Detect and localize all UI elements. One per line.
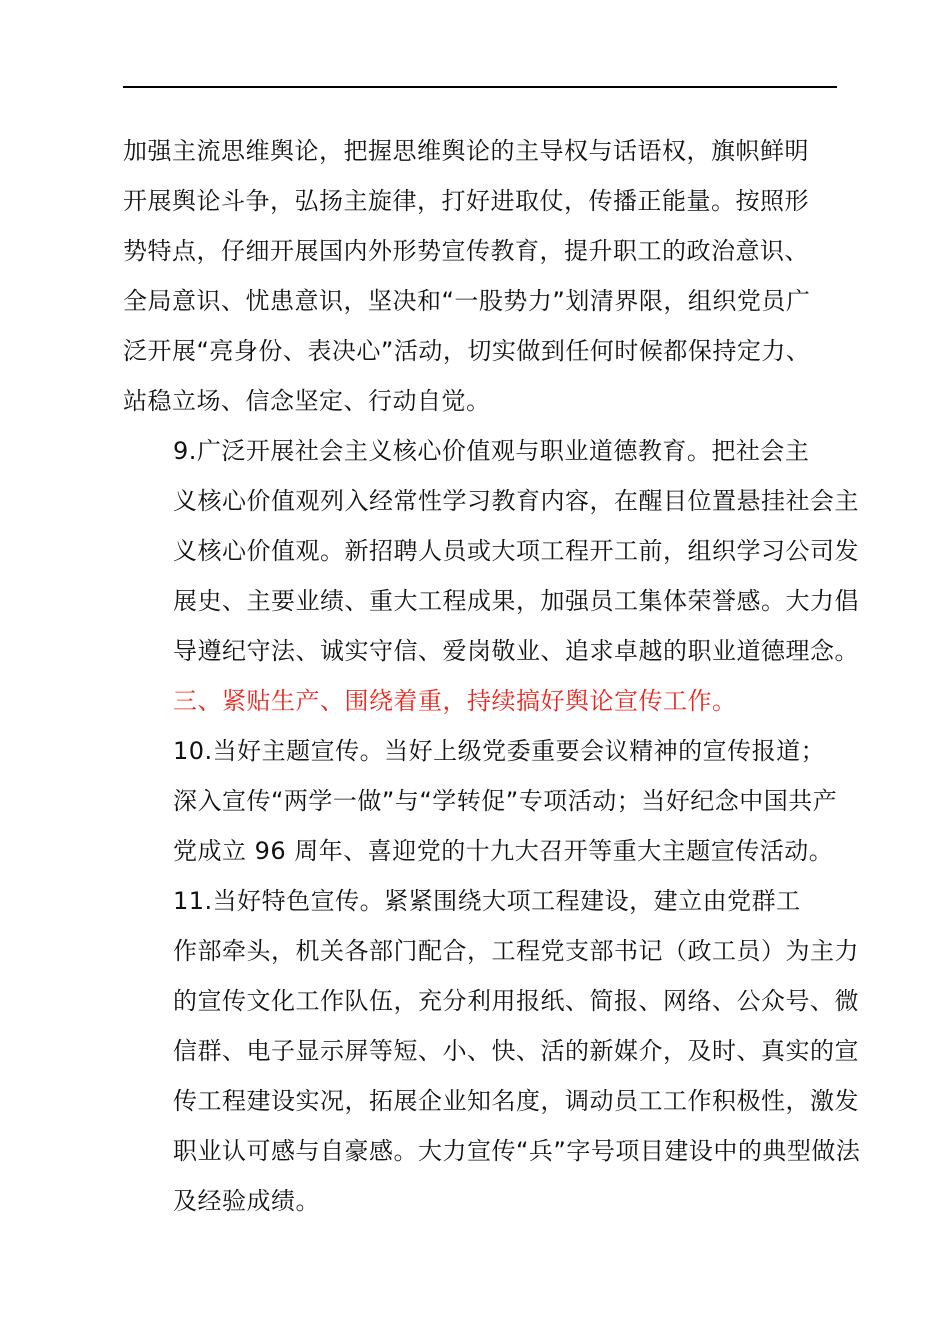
text-line: 义核心价值观列入经常性学习教育内容，在醒目位置悬挂社会主 [173, 487, 859, 515]
heading-line: 三、紧贴生产、围绕着重，持续搞好舆论宣传工作。 [173, 687, 737, 715]
section-heading-3 [123, 676, 837, 726]
text-line: 加强主流思维舆论，把握思维舆论的主导权与话语权，旗帜鲜明 [123, 137, 809, 165]
text-line: 站稳立场、信念坚定、行动自觉。 [123, 387, 491, 415]
text-line: 10.当好主题宣传。当好上级党委重要会议精神的宣传报道； [173, 737, 826, 765]
paragraph-item-9 [123, 426, 859, 676]
text-line: 信群、电子显示屏等短、小、快、活的新媒介，及时、真实的宣 [173, 1037, 859, 1065]
text-line: 传工程建设实况，拓展企业知名度，调动员工工作积极性，激发 [173, 1087, 859, 1115]
document-body [123, 126, 861, 1226]
text-line: 展史、主要业绩、重大工程成果，加强员工集体荣誉感。大力倡 [173, 587, 859, 615]
text-line: 作部牵头，机关各部门配合，工程党支部书记（政工员）为主力 [173, 937, 859, 965]
paragraph-item-11 [123, 876, 861, 1226]
text-line: 的宣传文化工作队伍，充分利用报纸、简报、网络、公众号、微 [173, 987, 859, 1015]
text-line: 及经验成绩。 [173, 1187, 320, 1215]
paragraph-continuation [123, 126, 837, 426]
text-line: 义核心价值观。新招聘人员或大项工程开工前，组织学习公司发 [173, 537, 859, 565]
text-line: 深入宣传“两学一做”与“学转促”专项活动；当好纪念中国共产 [173, 787, 838, 815]
text-line: 导遵纪守法、诚实守信、爱岗敬业、追求卓越的职业道德理念。 [173, 637, 859, 665]
text-line: 开展舆论斗争，弘扬主旋律，打好进取仗，传播正能量。按照形 [123, 187, 809, 215]
text-line: 全局意识、忧患意识，坚决和“一股势力”划清界限，组织党员广 [123, 287, 811, 315]
header-rule [123, 86, 837, 88]
text-line: 泛开展“亮身份、表决心”活动，切实做到任何时候都保持定力、 [123, 337, 811, 365]
text-line: 9.广泛开展社会主义核心价值观与职业道德教育。把社会主 [173, 437, 810, 465]
text-line: 党成立 96 周年、喜迎党的十九大召开等重大主题宣传活动。 [173, 837, 834, 865]
text-line: 11.当好特色宣传。紧紧围绕大项工程建设，建立由党群工 [173, 887, 801, 915]
paragraph-item-10 [123, 726, 837, 876]
text-line: 势特点，仔细开展国内外形势宣传教育，提升职工的政治意识、 [123, 237, 809, 265]
text-line: 职业认可感与自豪感。大力宣传“兵”字号项目建设中的典型做法 [173, 1137, 861, 1165]
